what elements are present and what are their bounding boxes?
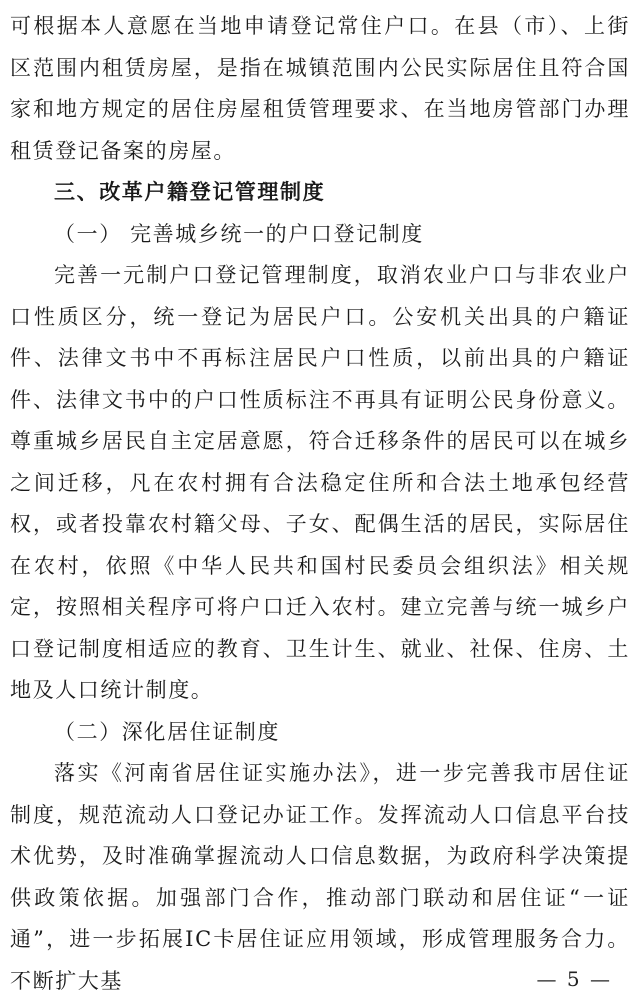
subsection-heading: （二）深化居住证制度 (54, 719, 280, 744)
subsection-heading: （一） 完善城乡统一的户口登记制度 (54, 221, 424, 246)
body-paragraph: 完善一元制户口登记管理制度，取消农业户口与非农业户口性质区分，统一登记为居民户口。公安机关出具的户籍证件、法律文书中不再标注居民户口性质，以前出具的户籍证件、法律文书中的户口性质标注不再具有证明公民身份意义。尊重城乡居民自主定居意愿，符合迁移条件的居民可以在城乡之间迁移，凡在农村拥有合法稳定住所和合法土地承包经营权，或者投靠农村籍父母、子女、配偶生活的居民，实际居住在农村，依照《中华人民共和国村民委员会组织法》相关规定，按照相关程序可将户口迁入农村。建立完善与统一城乡户口登记制度相适应的教育、卫生计生、就业、社保、住房、土地及人口统计制度。 (10, 263, 630, 702)
page-number: — 5 — (536, 967, 612, 991)
section-heading: 三、改革户籍登记管理制度 (54, 180, 326, 204)
body-paragraph: 可根据本人意愿在当地申请登记常住户口。在县（市）、上街区范围内租赁房屋，是指在城镇范围内公民实际居住且符合国家和地方规定的居住房屋租赁管理要求、在当地房管部门办理租赁登记备案的房屋。 (10, 14, 630, 163)
body-paragraph: 落实《河南省居住证实施办法》，进一步完善我市居住证制度，规范流动人口登记办证工作。发挥流动人口信息平台技术优势，及时准确掌握流动人口信息数据，为政府科学决策提供政策依据。加强部门合作，推动部门联动和居住证“一证通”，进一步拓展IC卡居住证应用领域，形成管理服务合力。不断扩大基 (10, 761, 630, 993)
